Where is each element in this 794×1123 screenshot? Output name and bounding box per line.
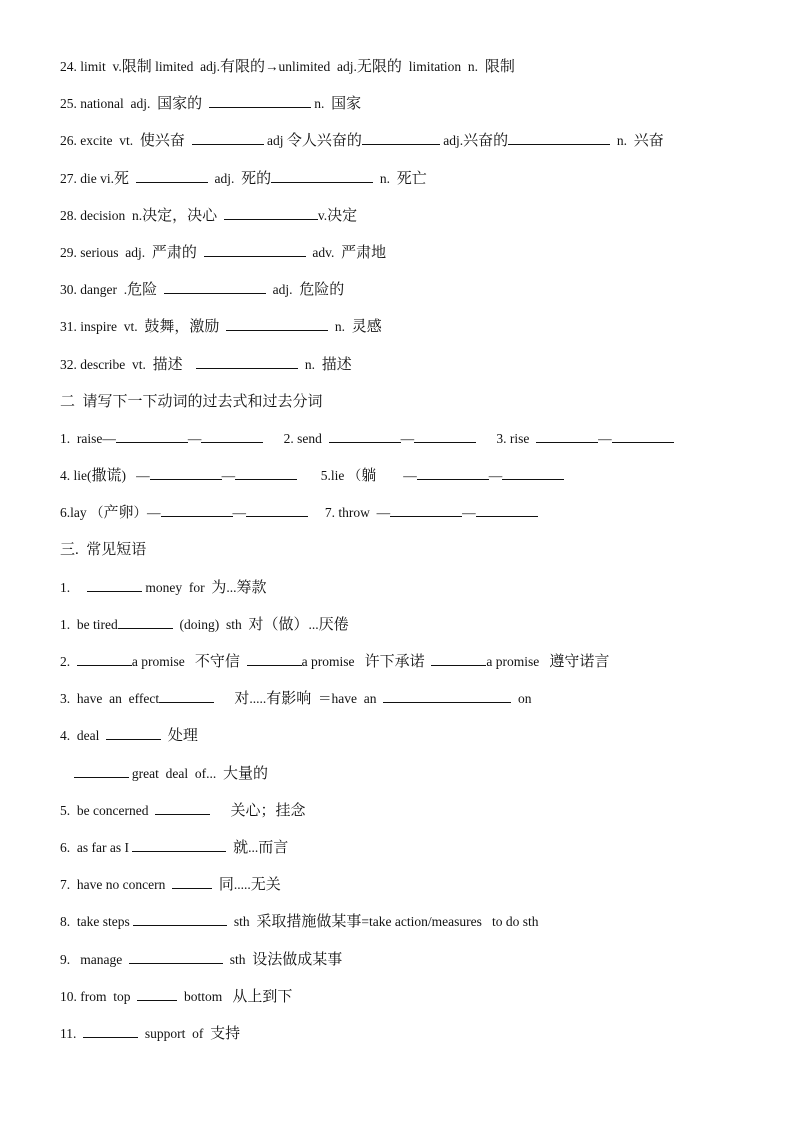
worksheet-item <box>60 947 750 984</box>
section-heading <box>60 537 750 574</box>
answer-blank[interactable] <box>133 913 227 926</box>
worksheet-item <box>60 277 750 314</box>
answer-blank[interactable] <box>161 504 233 517</box>
worksheet-item <box>60 128 750 165</box>
chinese-text: 遵守诺言 <box>549 654 610 670</box>
answer-blank[interactable] <box>431 653 486 666</box>
chinese-text: 兴奋的 <box>463 133 509 150</box>
answer-blank[interactable] <box>224 207 318 220</box>
answer-blank[interactable] <box>106 727 161 740</box>
chinese-text: 躺 <box>361 468 377 485</box>
chinese-text: 二 请写下一下动词的过去式和过去分词 <box>60 393 323 410</box>
item-text: ＝have an <box>311 691 384 707</box>
chinese-text: 令人兴奋的 <box>286 133 362 150</box>
answer-blank[interactable] <box>271 170 373 183</box>
answer-blank[interactable] <box>502 467 564 480</box>
item-text: adj. <box>439 133 464 149</box>
answer-blank[interactable] <box>247 653 302 666</box>
item-text: 27. die vi. <box>60 170 114 186</box>
item-text: 26. excite vt. <box>60 133 140 149</box>
chinese-text: 无关 <box>250 877 281 894</box>
worksheet-item <box>60 649 750 686</box>
answer-blank[interactable] <box>77 653 132 666</box>
chinese-text: 严肃地 <box>341 244 387 261</box>
chinese-text: 厌倦 <box>318 616 349 633</box>
item-text: 7. have no concern <box>60 877 173 893</box>
item-text: 10. from top <box>60 988 138 1004</box>
item-text: limited adj. <box>151 59 221 74</box>
worksheet-item <box>60 240 750 277</box>
item-text: 1. <box>60 579 87 595</box>
chinese-text: 限制 <box>484 59 515 75</box>
item-text: 1. raise— <box>60 430 116 446</box>
item-text: — <box>187 430 202 446</box>
worksheet-item <box>60 500 750 537</box>
chinese-text: 决定，决心 <box>142 207 218 224</box>
chinese-text: 有影响 <box>266 691 312 708</box>
chinese-text: 死亡 <box>396 170 427 187</box>
chinese-text: 国家 <box>331 96 362 113</box>
item-text: a promise <box>301 654 365 669</box>
item-text: 2. send <box>263 430 329 446</box>
answer-blank[interactable] <box>417 467 489 480</box>
item-text: on <box>511 691 532 707</box>
worksheet-item <box>60 872 750 909</box>
item-text: — <box>598 430 612 446</box>
item-text: 6.lay （ <box>60 505 104 521</box>
item-text: 9. manage <box>60 951 129 967</box>
item-text: 25. national adj. <box>60 96 158 112</box>
item-text: n. <box>373 170 397 186</box>
chinese-text: 而言 <box>258 839 289 856</box>
item-text: limitation n. <box>401 59 485 74</box>
answer-blank[interactable] <box>201 430 263 443</box>
item-text: 5. be concerned <box>60 802 156 818</box>
answer-blank[interactable] <box>129 951 223 964</box>
item-text: 30. danger . <box>60 282 128 298</box>
worksheet-item <box>60 1021 750 1058</box>
answer-blank[interactable] <box>414 430 476 443</box>
chinese-text: 许下承诺 <box>364 654 425 670</box>
answer-blank[interactable] <box>87 579 142 592</box>
answer-blank[interactable] <box>329 430 401 443</box>
item-text: 3. have an effect <box>60 691 160 707</box>
item-text: a promise <box>131 654 195 669</box>
answer-blank[interactable] <box>508 132 610 145</box>
item-text: adj. <box>207 170 242 186</box>
item-text: v. <box>317 207 328 223</box>
answer-blank[interactable] <box>137 988 177 1001</box>
worksheet-item <box>60 909 750 946</box>
worksheet-item <box>60 314 750 351</box>
item-text: 7. throw — <box>308 505 391 521</box>
chinese-text: 有限的 <box>220 59 266 75</box>
item-text <box>214 691 234 706</box>
answer-blank[interactable] <box>116 430 188 443</box>
item-text: ..... <box>249 691 267 707</box>
item-text: — <box>488 468 503 484</box>
item-text: 2. <box>60 654 77 669</box>
item-text <box>217 208 224 223</box>
chinese-text: 同 <box>218 877 234 894</box>
worksheet-item <box>60 835 750 872</box>
item-text: — <box>232 505 247 521</box>
chinese-text: 对（做） <box>248 616 309 633</box>
worksheet-item <box>60 984 750 1021</box>
answer-blank[interactable] <box>362 132 440 145</box>
answer-blank[interactable] <box>390 504 462 517</box>
item-text: — <box>400 430 415 446</box>
item-text <box>212 877 219 892</box>
chinese-text: 危险 <box>127 282 158 299</box>
chinese-text: 处理 <box>167 728 198 745</box>
answer-blank[interactable] <box>536 430 598 443</box>
worksheet-item <box>60 798 750 835</box>
item-text: ..... <box>233 877 251 893</box>
item-text <box>157 282 164 297</box>
chinese-text: 鼓舞，激励 <box>144 319 220 336</box>
item-text: →unlimited adj. <box>265 59 357 74</box>
answer-blank[interactable] <box>246 504 308 517</box>
item-text: 11. <box>60 1025 84 1041</box>
chinese-text: 从上到下 <box>232 988 293 1005</box>
item-text: =take action/measures to do sth <box>361 914 539 930</box>
chinese-text: 采取措施做某事 <box>256 914 362 931</box>
worksheet-item <box>60 463 750 500</box>
item-text <box>161 728 168 743</box>
chinese-text: 严肃的 <box>151 244 197 261</box>
item-text <box>197 245 204 260</box>
item-text <box>210 803 230 818</box>
worksheet-item <box>60 686 750 723</box>
worksheet-item <box>60 612 750 649</box>
chinese-text: 三. 常见短语 <box>60 542 147 559</box>
worksheet-item <box>60 203 750 240</box>
chinese-text: 描述 <box>321 356 352 373</box>
item-text: sth <box>227 914 257 930</box>
chinese-text: 死 <box>114 170 130 187</box>
item-text: 31. inspire vt. <box>60 319 145 335</box>
item-text: adj <box>263 133 287 149</box>
item-text: 1. be tired <box>60 616 118 632</box>
chinese-text: 就 <box>233 839 249 856</box>
answer-blank[interactable] <box>118 616 173 629</box>
item-text: (doing) sth <box>172 616 249 632</box>
item-text <box>425 654 432 669</box>
chinese-text: 兴奋 <box>633 133 664 150</box>
chinese-text: 限制 <box>121 59 152 75</box>
answer-blank[interactable] <box>164 281 266 294</box>
answer-blank[interactable] <box>83 1025 138 1038</box>
item-text: money for <box>142 579 212 595</box>
chinese-text: 危险的 <box>299 282 345 299</box>
answer-blank[interactable] <box>226 318 328 331</box>
chinese-text: 国家的 <box>157 96 203 113</box>
answer-blank[interactable] <box>159 690 214 703</box>
answer-blank[interactable] <box>150 467 222 480</box>
item-text: ）— <box>133 505 161 521</box>
item-text: sth <box>222 951 253 967</box>
item-text: ) — <box>121 468 150 484</box>
item-text: a promise <box>486 654 550 669</box>
worksheet-item <box>60 575 750 612</box>
item-text: n. <box>610 133 634 149</box>
item-text <box>202 96 209 111</box>
answer-blank[interactable] <box>612 430 674 443</box>
answer-blank[interactable] <box>192 132 264 145</box>
answer-blank[interactable] <box>132 839 226 852</box>
chinese-text: 决定 <box>327 207 358 224</box>
chinese-text: 灵感 <box>351 319 382 336</box>
item-text: adv. <box>305 244 342 260</box>
chinese-text: 支持 <box>210 1025 241 1042</box>
item-text: ... <box>226 579 237 595</box>
item-text: 8. take steps <box>60 914 134 930</box>
worksheet-item <box>60 166 750 203</box>
answer-blank[interactable] <box>155 802 210 815</box>
item-text: 6. as far as I <box>60 839 133 855</box>
answer-blank[interactable] <box>172 876 212 889</box>
item-text: ... <box>308 616 319 632</box>
answer-blank[interactable] <box>235 467 297 480</box>
item-text: support of <box>138 1025 211 1041</box>
item-text: n. <box>310 96 332 112</box>
answer-blank[interactable] <box>383 690 511 703</box>
item-text: 28. decision n. <box>60 207 143 223</box>
chinese-text: 筹款 <box>236 579 267 596</box>
worksheet-page <box>60 54 750 1058</box>
worksheet-item <box>60 426 750 463</box>
chinese-text: 无限的 <box>356 59 402 75</box>
answer-blank[interactable] <box>74 765 129 778</box>
section-heading <box>60 389 750 426</box>
chinese-text: 不守信 <box>194 654 240 670</box>
item-text: great deal of... <box>128 765 223 781</box>
chinese-text: 关心；挂念 <box>230 802 306 819</box>
item-text: n. <box>298 356 322 372</box>
chinese-text: 撒谎 <box>91 468 122 485</box>
chinese-text: 使兴奋 <box>139 133 185 150</box>
worksheet-item <box>60 91 750 128</box>
item-text <box>219 319 226 334</box>
chinese-text: 大量的 <box>222 765 268 782</box>
item-text <box>240 654 247 669</box>
item-text: — <box>462 505 476 521</box>
worksheet-item <box>60 761 750 798</box>
chinese-text: 为 <box>211 579 227 596</box>
chinese-text: 产卵 <box>103 505 134 522</box>
worksheet-item <box>60 352 750 389</box>
answer-blank[interactable] <box>196 356 298 369</box>
item-text: ... <box>248 839 259 855</box>
chinese-text: 对 <box>234 691 250 708</box>
item-text <box>185 133 192 148</box>
item-text: adj. <box>265 282 300 298</box>
item-text: bottom <box>177 988 233 1004</box>
item-text: 32. describe vt. <box>60 356 153 372</box>
chinese-text: 设法做成某事 <box>252 951 343 968</box>
item-text: — <box>221 468 236 484</box>
item-text: 5.lie （ <box>297 468 362 484</box>
answer-blank[interactable] <box>204 244 306 257</box>
item-text <box>183 357 197 372</box>
item-text: 4. lie( <box>60 468 92 484</box>
worksheet-item <box>60 723 750 760</box>
item-text <box>60 766 74 781</box>
chinese-text: 描述 <box>152 356 183 373</box>
item-text: — <box>376 468 417 484</box>
answer-blank[interactable] <box>136 170 208 183</box>
chinese-text: 死的 <box>241 170 272 187</box>
worksheet-item <box>60 54 750 91</box>
answer-blank[interactable] <box>209 95 311 108</box>
item-text: n. <box>328 319 352 335</box>
item-text <box>129 171 136 186</box>
answer-blank[interactable] <box>476 504 538 517</box>
item-text: 4. deal <box>60 728 107 744</box>
item-text: 3. rise <box>476 430 537 446</box>
item-text: 29. serious adj. <box>60 244 152 260</box>
item-text: 24. limit v. <box>60 59 122 74</box>
